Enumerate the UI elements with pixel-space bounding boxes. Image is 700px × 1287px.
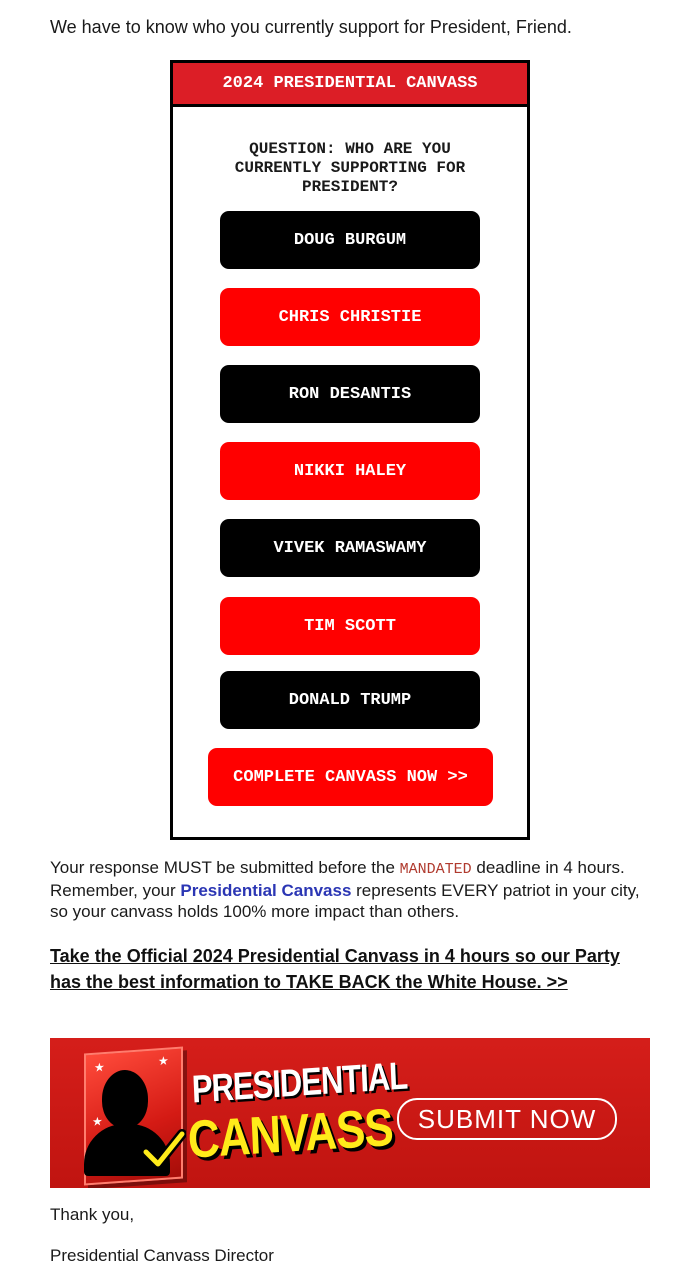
canvass-survey-box — [170, 60, 530, 840]
star-icon: ★ — [158, 1053, 169, 1069]
silhouette-icon — [102, 1070, 148, 1128]
deadline-paragraph — [50, 857, 650, 922]
survey-header: 2024 PRESIDENTIAL CANVASS — [173, 63, 527, 107]
complete-canvass-button[interactable]: COMPLETE CANVASS NOW >> — [208, 748, 493, 806]
banner-title-line1: PRESIDENTIAL — [191, 1053, 408, 1112]
option-donald-trump-button[interactable]: DONALD TRUMP — [220, 671, 480, 729]
option-ron-desantis-button[interactable]: RON DESANTIS — [220, 365, 480, 423]
paragraph-text-2: deadline in 4 hours. Remember, your — [50, 858, 625, 900]
star-icon: ★ — [92, 1114, 103, 1129]
mandated-text: MANDATED — [399, 861, 472, 878]
option-nikki-haley-button[interactable]: NIKKI HALEY — [220, 442, 480, 500]
official-canvass-cta-link[interactable]: Take the Official 2024 Presidential Canvass in 4 hours so our Party has the best information to TAKE BACK the White House. >> — [50, 946, 620, 992]
submit-now-button[interactable]: SUBMIT NOW — [397, 1098, 617, 1140]
paragraph-text-3: represents EVERY patriot in your city, so your canvass holds 100% more impact than others. — [50, 881, 640, 921]
option-doug-burgum-button[interactable]: DOUG BURGUM — [220, 211, 480, 269]
banner-title-line2: CANVASS — [186, 1098, 394, 1170]
star-icon: ★ — [94, 1060, 105, 1075]
presidential-canvass-banner[interactable] — [50, 1038, 650, 1188]
closing-text: Thank you, — [50, 1205, 135, 1224]
checkmark-icon — [142, 1128, 186, 1172]
paragraph-text-1: Your response MUST be submitted before the — [50, 858, 400, 877]
signature-text: Presidential Canvass Director — [50, 1246, 274, 1265]
option-vivek-ramaswamy-button[interactable]: VIVEK RAMASWAMY — [220, 519, 480, 577]
presidential-canvass-link[interactable]: Presidential Canvass — [180, 881, 352, 900]
survey-question: QUESTION: WHO ARE YOU CURRENTLY SUPPORTING FOR PRESIDENT? — [234, 140, 466, 196]
option-chris-christie-button[interactable]: CHRIS CHRISTIE — [220, 288, 480, 346]
intro-text: We have to know who you currently support for President, Friend. — [50, 17, 572, 37]
option-tim-scott-button[interactable]: TIM SCOTT — [220, 597, 480, 655]
